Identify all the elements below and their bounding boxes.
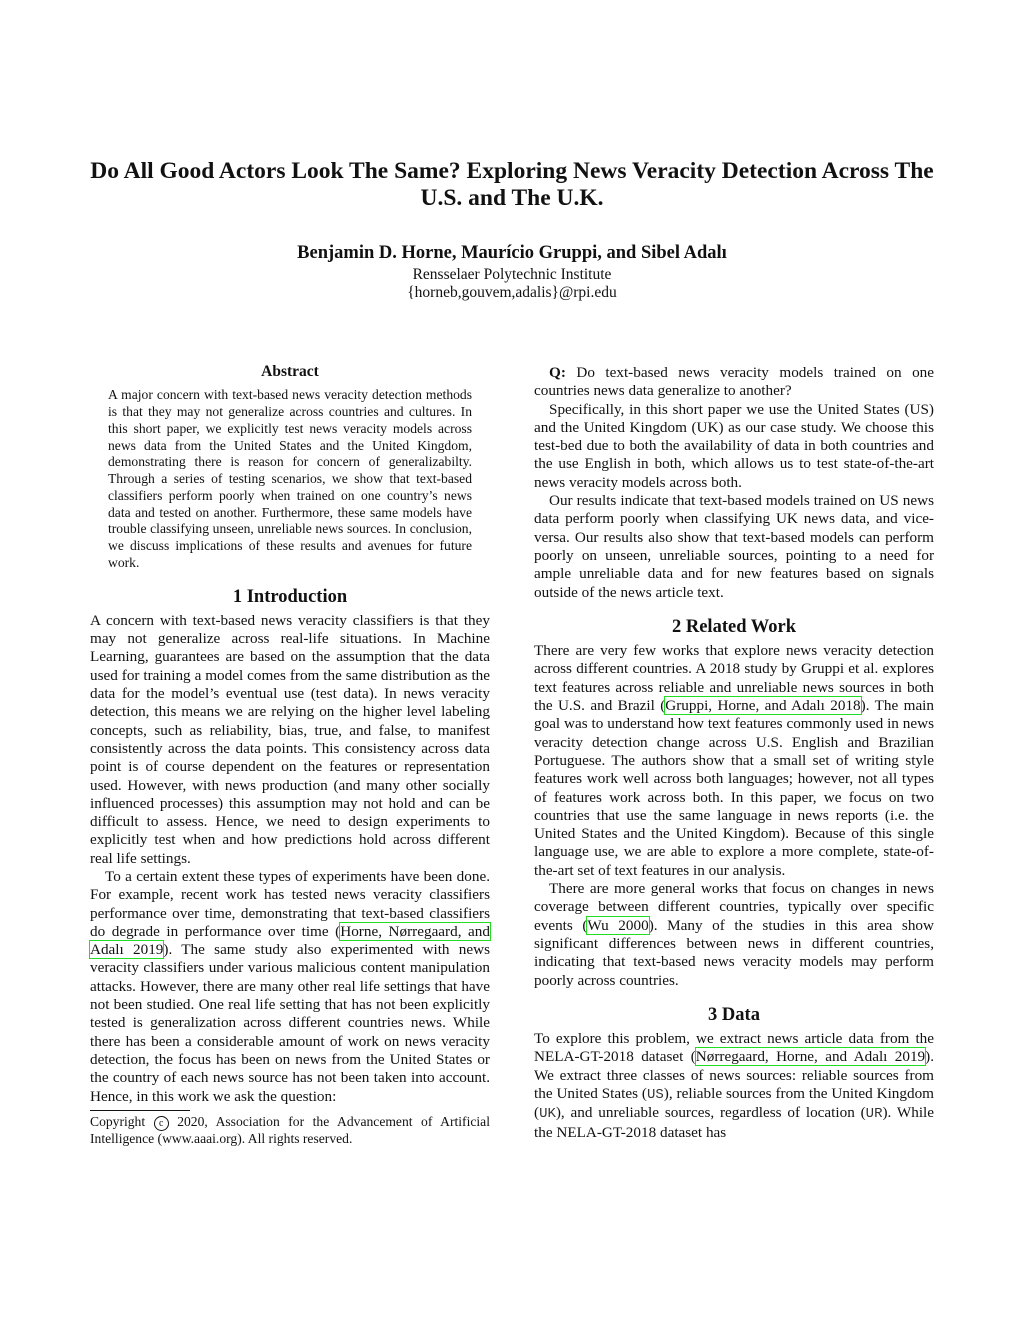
text: ), and unreliable sources, regardless of location (	[555, 1104, 866, 1122]
right-column	[534, 364, 934, 1142]
paper-title: Do All Good Actors Look The Same? Exploring News Veracity Detection Across The U.S. and The U.K.	[90, 158, 934, 211]
text: ). We extract three classes of news sources: reliable sources from the United States (	[534, 1048, 934, 1102]
section-heading-data: 3 Data	[708, 1004, 760, 1025]
affiliation-block	[0, 266, 1024, 302]
paragraph: A concern with text-based news veracity classifiers is that they may not generalize across real-life situations. In Machine Learning, guarantees are based on the assumption that the data used for training a model comes from the same distribution as the data for the model’s eventual use (test data). In news veracity detection, this means we are relying on the higher level labeling concepts, such as reliability, bias, true, and false, to manifest consistently across the data points. This consistency across data point is of course dependent on the features or representation used. However, with news production (and many other socially influenced processes) this assumption may not hold and can be difficult to assess. Hence, we need to design experiments to explicitly test when and how predictions hold across different real life settings.	[90, 611, 490, 867]
text: ). The main goal was to understand how text features commonly used in news veracity detection change across U.S. English and Brazilian Portuguese. The authors show that a small set of writing style features work well across both languages; however, not all types of features work across both. In this paper, we focus on two countries that use the same language in news reports (i.e. the United States and the United Kingdom). Because of this single language use, we are able to explore a more complete, state-of-the-art set of text features in our analysis.	[534, 697, 934, 879]
text: ), reliable sources from the United Kingdom (	[534, 1084, 934, 1122]
citation-link[interactable]: Wu 2000	[587, 916, 649, 934]
email: {horneb,gouvem,adalis}@rpi.edu	[407, 284, 617, 301]
affiliation: Rensselaer Polytechnic Institute	[412, 266, 612, 283]
citation-link[interactable]: Gruppi, Horne, and Adalı 2018	[665, 697, 861, 715]
paragraph	[534, 880, 934, 990]
text: ). Many of the studies in this area show significant differences between news in different countries, indicating that text-based news veracity models may perform poorly across countries.	[534, 916, 934, 989]
research-question	[534, 364, 934, 401]
text: 2020, Association for the Advancement of Artificial Intelligence (www.aaai.org). All rights reserved.	[90, 1113, 490, 1146]
text: To explore this problem, we extract news article data from the NELA-GT-2018 dataset (	[534, 1030, 934, 1066]
text: Do text-based news veracity models trained on one countries news data generalize to another?	[534, 364, 934, 400]
citation-link[interactable]: Nørregaard, Horne, and Adalı 2019	[695, 1048, 926, 1066]
paragraph	[534, 642, 934, 880]
left-column	[90, 363, 490, 1148]
code-ur: UR	[865, 1106, 883, 1123]
footnote-rule	[90, 1110, 190, 1111]
abstract-text: A major concern with text-based news veracity detection methods is that they may not generalize across countries and cultures. In this short paper, we explicitly test news veracity models across news data from the United States and the United Kingdom, demonstrating there is reason for concern of generalizabilty. Through a series of testing scenarios, we show that text-based classifiers perform poorly when trained on one country’s news data and tested on another. Furthermore, these same models have trouble classifying unseen, unreliable news sources. In conclusion, we discuss implications of these results and avenues for future work.	[108, 387, 472, 570]
paragraph: Our results indicate that text-based models trained on US news data perform poorly when classifying UK news data, and vice-versa. Our results also show that text-based models can perform poorly on unseen, unreliable sources, pointing to a need for ample unreliable data and for new features based on signals outside of the news article text.	[534, 492, 934, 601]
question-label: Q:	[549, 364, 566, 381]
text: ). The same study also experimented with news veracity classifiers under various malicious content manipulation attacks. However, there are many other real life settings that have not been studied. One real life setting that has not been explicitly tested is generalization across different countries news. While there has been a considerable amount of work on news veracity detection, the focus has been on news from the United States or the country of each news source has not been taken into account. Hence, in this work we ask the question:	[90, 941, 490, 1105]
abstract-heading: Abstract	[261, 363, 319, 380]
paragraph	[90, 868, 490, 1106]
copyright-symbol: c	[154, 1116, 169, 1131]
text: ). While the NELA-GT-2018 dataset has	[534, 1104, 934, 1141]
paragraph	[534, 1030, 934, 1142]
text: There are more general works that focus on changes in news coverage between different countries, typically over specific events (	[534, 880, 934, 934]
authors: Benjamin D. Horne, Maurício Gruppi, and Sibel Adalı	[297, 243, 727, 263]
section-heading-related-work: 2 Related Work	[671, 616, 797, 637]
citation-link[interactable]: Horne, Nørregaard, and Adalı 2019	[90, 922, 490, 959]
section-heading-introduction: 1 Introduction	[232, 586, 348, 607]
text: Copyright	[90, 1113, 146, 1129]
text: To a certain extent these types of experiments have been done. For example, recent work has tested news veracity classifiers performance over time, demonstrating that text-based classifiers do degrade in performance over time (	[90, 868, 490, 940]
copyright-footnote	[90, 1114, 490, 1148]
text: There are very few works that explore news veracity detection across different countries. A 2018 study by Gruppi et al. explores text features across reliable and unreliable news sources in both the U.S. and Brazil (	[534, 642, 934, 715]
code-uk: UK	[539, 1106, 556, 1123]
code-us: US	[646, 1086, 664, 1103]
paragraph: Specifically, in this short paper we use the United States (US) and the United Kingdom (UK) as our case study. We choose this test-bed due to both the availability of data in both countries and the use English in both, which allows us to test state-of-the-art news veracity models across both.	[534, 400, 934, 491]
